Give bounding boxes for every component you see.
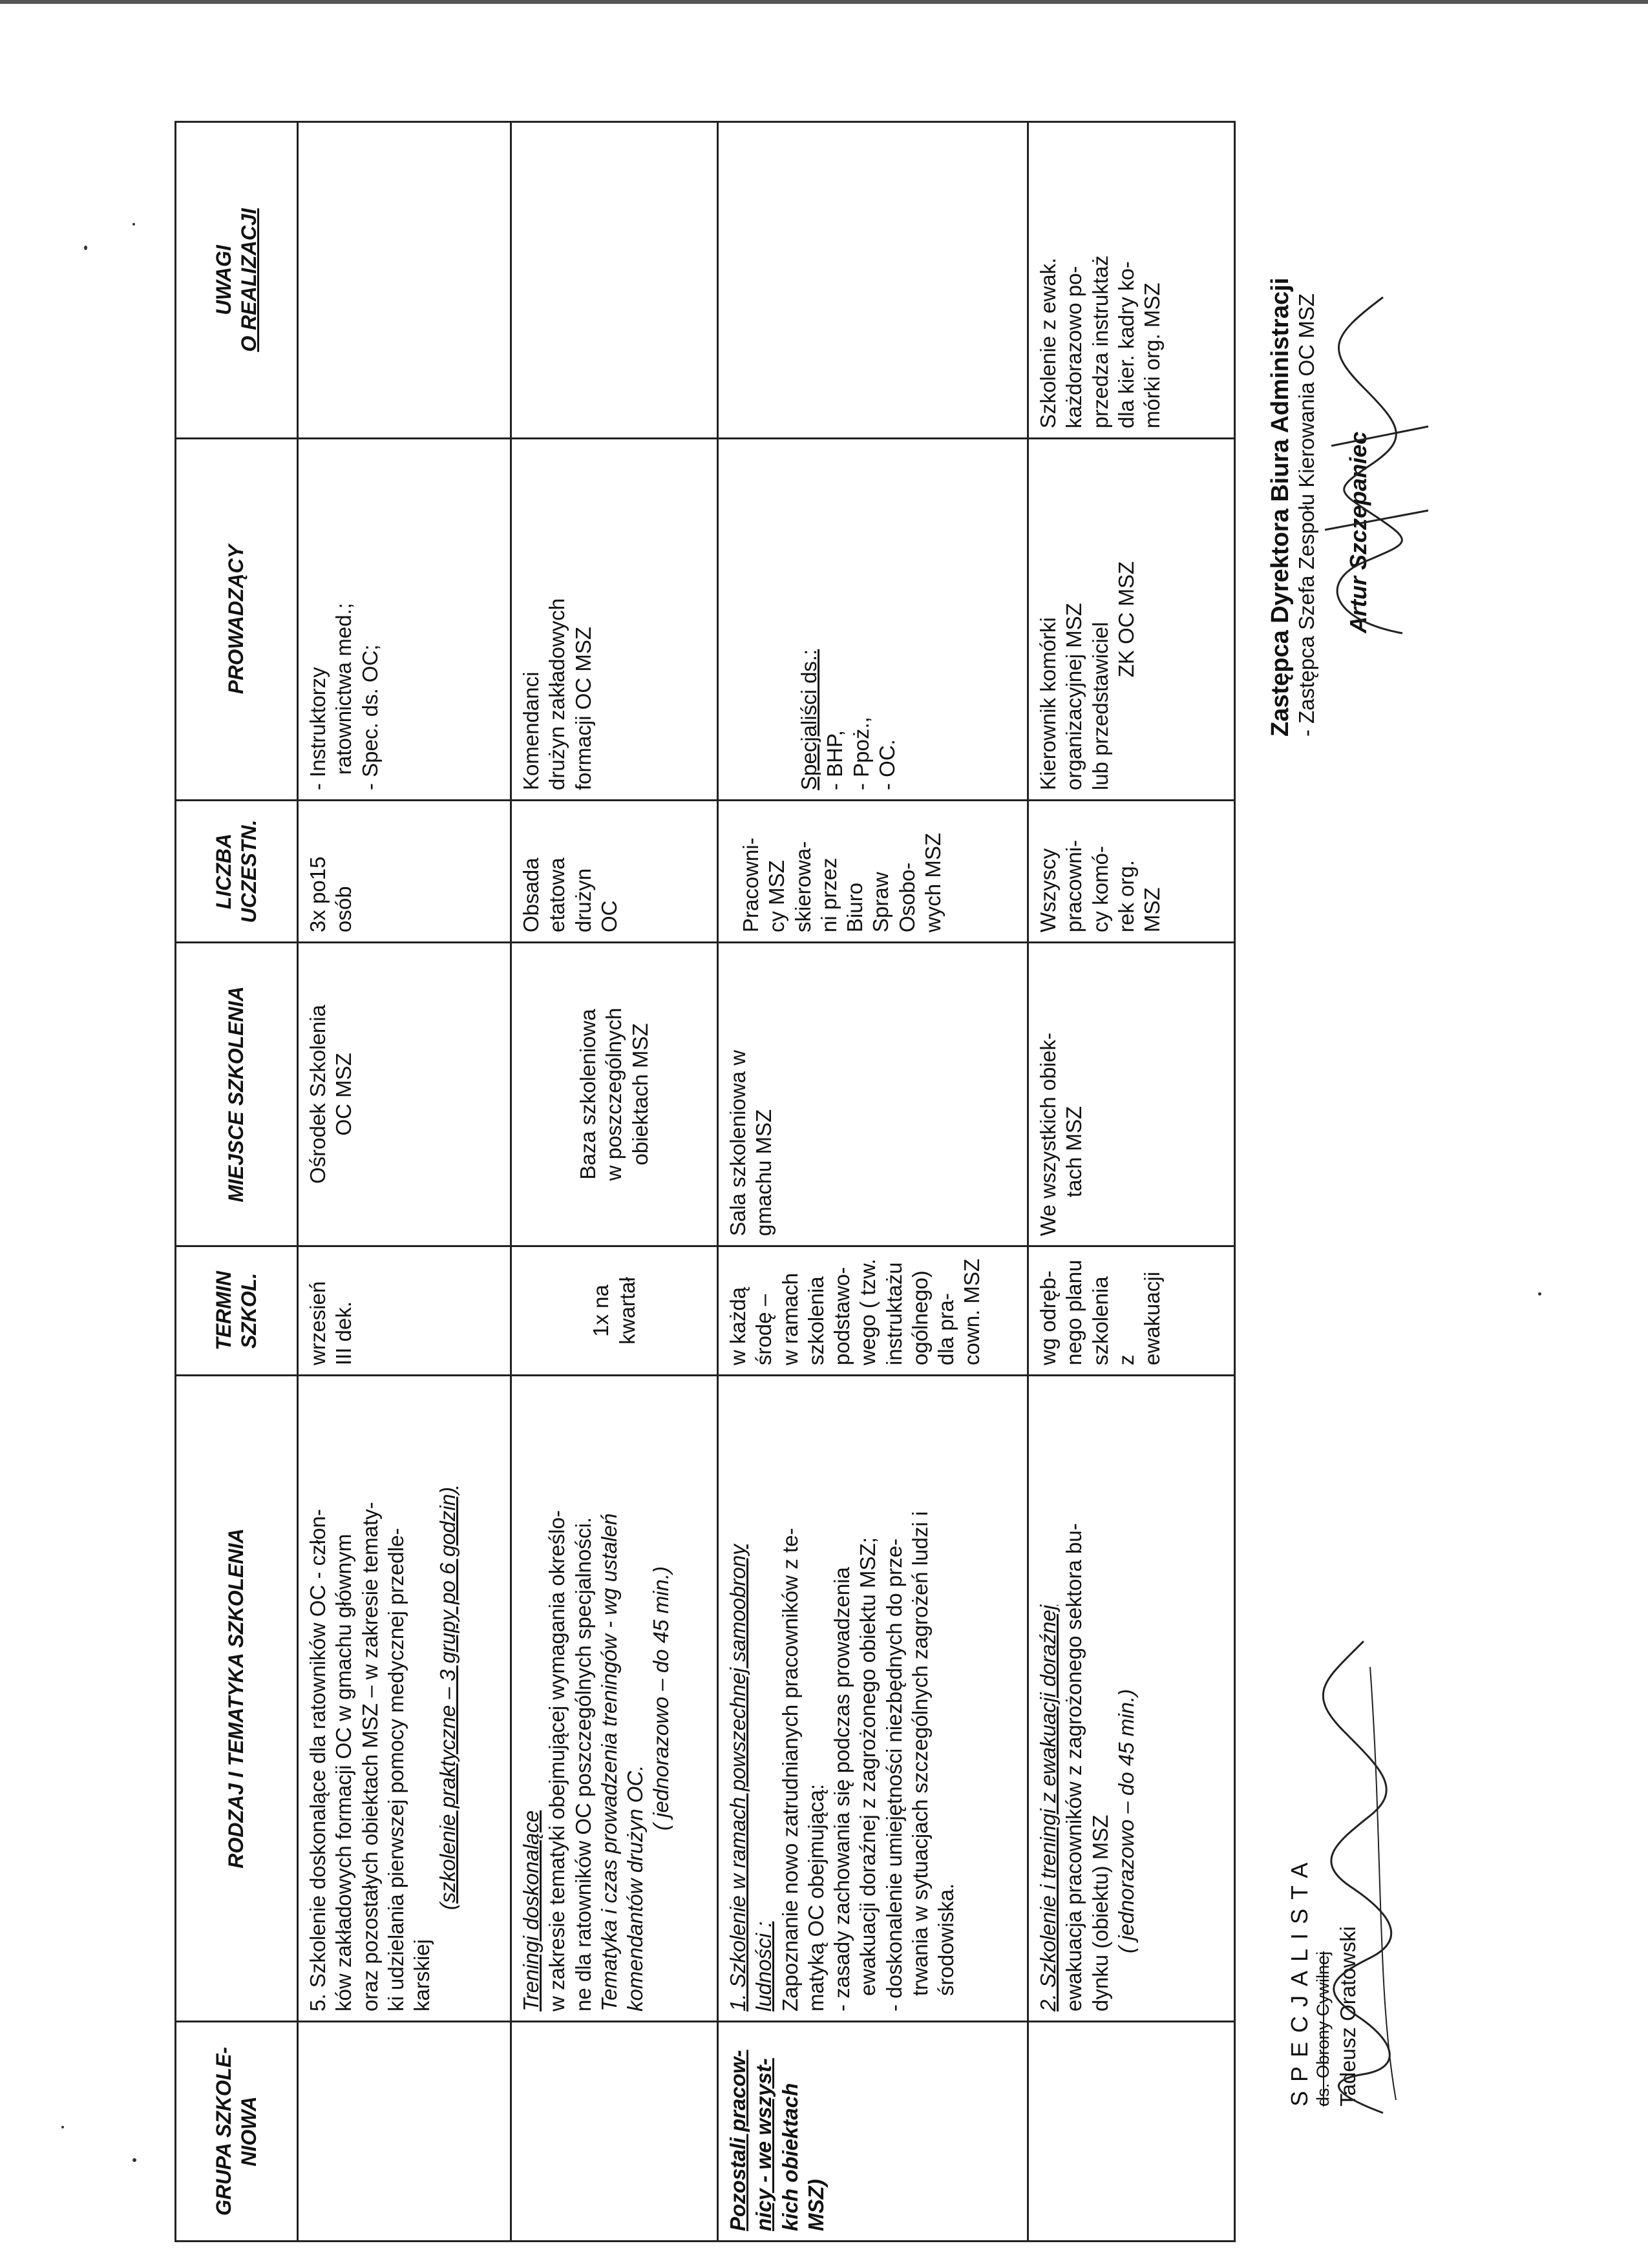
header-term: TERMIN SZKOL. bbox=[176, 1246, 298, 1376]
topic-note: (szkolenie praktyczne – 3 grupy po 6 godzin) bbox=[436, 1487, 460, 1910]
lead-cell: Komendanci drużyn zakładowych formacji OC MSZ bbox=[511, 439, 718, 801]
place-cell: Baza szkoleniowa w poszczególnych obiektach MSZ bbox=[511, 943, 718, 1246]
deputy-signature bbox=[1305, 271, 1435, 659]
count-cell: 3x po15 osób bbox=[298, 801, 511, 943]
scan-speck bbox=[84, 246, 87, 250]
count-cell: Obsada etatowa drużyn OC bbox=[511, 801, 718, 943]
topic-cell: Treningi doskonalące w zakresie tematyki obejmującej wymagania określo- ne dla ratowników OC poszczególnych specjalności. Tematyka i czas prowadzenia treningów - wg ustaleń komendantów drużyn OC. ( jednorazowo – do 45 min.) bbox=[511, 1376, 718, 2022]
notes-cell bbox=[511, 122, 718, 439]
rotated-page bbox=[174, 123, 1371, 2242]
topic-heading: ludności : bbox=[752, 1921, 776, 2011]
header-topic: RODZAJ I TEMATYKA SZKOLENIA bbox=[176, 1376, 298, 2022]
group-cell bbox=[1028, 2022, 1235, 2242]
lead-cell: Kierownik komórki organizacyjnej MSZ lub przedstawiciel ZK OC MSZ bbox=[1028, 439, 1235, 801]
count-cell: Wszyscy pracowni- cy komó- rek org. MSZ bbox=[1028, 801, 1235, 943]
deputy-subtitle: - Zastępca Szefa Zespołu Kierowania OC MSZ bbox=[1294, 293, 1318, 737]
specialist-name: Tadeusz Oratowski bbox=[1336, 1926, 1360, 2106]
scan-speck bbox=[132, 2158, 136, 2162]
notes-cell bbox=[298, 122, 511, 439]
notes-cell bbox=[718, 122, 1028, 439]
deputy-block bbox=[1267, 90, 1372, 737]
group-cell: Pozostali pracow- nicy - we wszyst- kich obiektach MSZ) bbox=[718, 2022, 1028, 2242]
header-lead: PROWADZĄCY bbox=[176, 439, 298, 801]
specialist-title: SPECJALISTA bbox=[1286, 1853, 1313, 2106]
header-place: MIEJSCE SZKOLENIA bbox=[176, 943, 298, 1246]
lead-cell: Specjaliści ds.: - BHP, - Ppoż., - OC. bbox=[718, 439, 1028, 801]
topic-heading: 2. Szkolenie i treningi z ewakuacji doraźnej bbox=[1036, 1604, 1060, 2011]
specialist-subtitle: ds. Obrony Cywilnej bbox=[1313, 1951, 1333, 2106]
table-row bbox=[1028, 122, 1235, 2242]
table-row bbox=[298, 122, 511, 2242]
signature-area bbox=[1234, 123, 1635, 2242]
specialist-block bbox=[1286, 1719, 1360, 2106]
topic-cell: 1. Szkolenie w ramach powszechnej samoobrony ludności : Zapoznanie nowo zatrudnianych pracowników z te- matyką OC obejmującą: - zasady zachowania się podczas prowadzenia ewakuacji doraźnej z zagrożonego obiektu MSZ; - doskonalenie umiejętności niezbędnych do prze- trwania w sytuacjach szczególnych zagrożeń ludzi i środowiska. bbox=[718, 1376, 1028, 2022]
count-cell: Pracowni- cy MSZ skierowa- ni przez Biuro Spraw Osobo- wych MSZ bbox=[718, 801, 1028, 943]
topic-cell: 2. Szkolenie i treningi z ewakuacji doraźnej ewakuacja pracowników z zagrożonego sektora bu- dynku (obiektu) MSZ ( jednorazowo – do 45 min.) bbox=[1028, 1376, 1235, 2022]
table-row bbox=[511, 122, 718, 2242]
lead-cell: - Instruktorzy ratownictwa med.; - Spec. ds. OC; bbox=[298, 439, 511, 801]
term-cell: 1x na kwartał bbox=[511, 1246, 718, 1376]
header-notes: UWAGI O REALIZACJI bbox=[176, 122, 298, 439]
training-table bbox=[174, 121, 1236, 2242]
topic-note: ( jednorazowo – do 45 min.) bbox=[649, 1566, 673, 1831]
scan-speck bbox=[132, 223, 135, 226]
topic-heading: Treningi doskonalące bbox=[519, 1810, 543, 2011]
scan-speck bbox=[61, 2126, 64, 2128]
term-cell: wrzesień III dek. bbox=[298, 1246, 511, 1376]
place-cell: We wszystkich obiek- tach MSZ bbox=[1028, 943, 1235, 1246]
place-cell: Sala szkoleniowa w gmachu MSZ bbox=[718, 943, 1028, 1246]
term-cell: wg odręb- nego planu szkolenia z ewakuacji bbox=[1028, 1246, 1235, 1376]
term-cell: w każdą środę – w ramach szkolenia podstawo- wego ( tzw. instruktażu ogólnego) dla pra- cown. MSZ bbox=[718, 1246, 1028, 1376]
table-row bbox=[718, 122, 1028, 2242]
topic-note: ( jednorazowo – do 45 min.) bbox=[1114, 1688, 1138, 1953]
header-group: GRUPA SZKOLE- NIOWA bbox=[176, 2022, 298, 2242]
place-cell: Ośrodek Szkolenia OC MSZ bbox=[298, 943, 511, 1246]
deputy-name: Artur Szczepaniec bbox=[1345, 431, 1371, 633]
deputy-title: Zastępca Dyrektora Biura Administracji bbox=[1267, 277, 1294, 737]
header-count: LICZBA UCZESTN. bbox=[176, 801, 298, 943]
specialist-signature bbox=[1305, 1628, 1409, 2119]
topic-cell: 5. Szkolenie doskonalące dla ratowników OC - człon- ków zakładowych formacji OC w gmachu głównym oraz pozostałych obiektach MSZ – w zakresie tematy- ki udzielania pierwszej pomocy medycznej przedle- karskiej (szkolenie praktyczne – 3 grupy po 6 godzin) bbox=[298, 1376, 511, 2022]
group-cell bbox=[298, 2022, 511, 2242]
notes-cell: Szkolenie z ewak. każdorazowo po- przedza instruktaż dla kier. kadry ko- mórki org. MSZ bbox=[1028, 122, 1235, 439]
topic-heading: 1. Szkolenie w ramach powszechnej samoobrony bbox=[726, 1544, 750, 2011]
lead-heading: Specjaliści ds.: bbox=[797, 649, 821, 790]
header-row bbox=[176, 122, 298, 2242]
scan-edge-line bbox=[0, 0, 1648, 4]
group-cell bbox=[511, 2022, 718, 2242]
